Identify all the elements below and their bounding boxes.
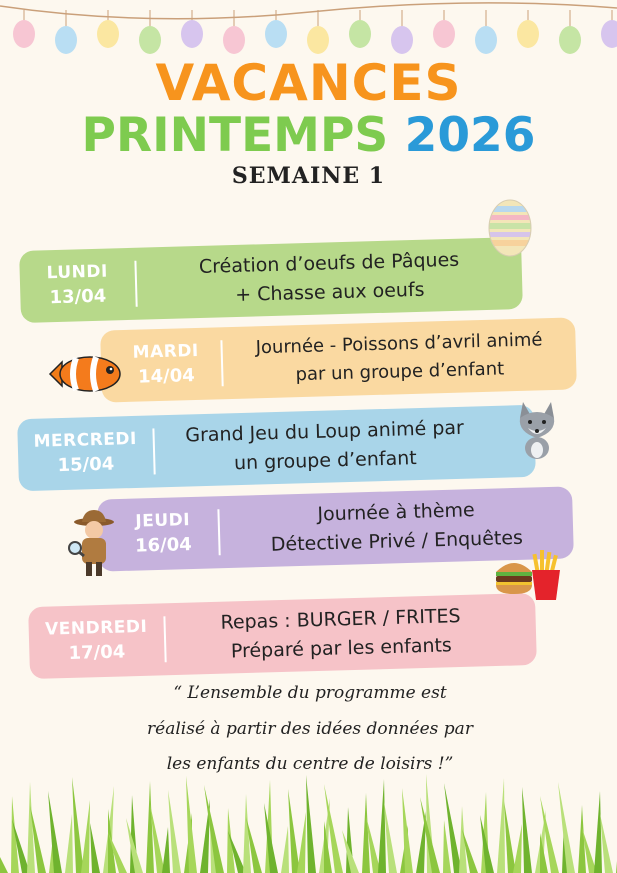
activity-line-1: Repas : BURGER / FRITES [220, 604, 461, 634]
grass-blade [72, 777, 84, 873]
garland-egg [475, 26, 497, 54]
garland-egg [139, 26, 161, 54]
garland-egg [433, 20, 455, 48]
garland-egg [391, 26, 413, 54]
grass-blade [378, 779, 386, 873]
day-name: JEUDI [135, 509, 191, 532]
grass-blade [288, 789, 300, 873]
day-label [17, 426, 153, 480]
activity-line-1: Journée à thème [317, 498, 475, 526]
day-date: 15/04 [57, 453, 115, 477]
burger-fries-icon [494, 546, 564, 602]
day-label [110, 338, 221, 392]
day-name: MERCREDI [33, 428, 138, 452]
title-year: 2026 [404, 108, 536, 163]
activity-line-2: + Chasse aux oeufs [234, 278, 425, 307]
day-date: 17/04 [68, 641, 126, 665]
garland-egg [307, 26, 329, 54]
grass-blade [281, 826, 289, 873]
day-name: LUNDI [46, 261, 109, 283]
garland-egg [13, 20, 35, 48]
day-card-tuesday [100, 317, 577, 402]
grass-blade [90, 823, 100, 873]
grass-blade [497, 778, 505, 873]
garland-egg [181, 20, 203, 48]
activity-text [222, 325, 576, 391]
grass-blade [522, 787, 532, 873]
day-label [28, 614, 164, 668]
title-printemps-2026 [0, 108, 617, 163]
grass-blade [0, 833, 8, 873]
garland-egg [265, 20, 287, 48]
activity-line-1: Journée - Poissons d’avril animé [255, 329, 543, 359]
garland-egg [601, 20, 617, 48]
day-date: 13/04 [49, 285, 107, 309]
grass-blade [81, 800, 90, 873]
quote-line-1: “ L’ensemble du programme est [173, 683, 447, 703]
activity-text [136, 244, 522, 314]
grass-blade [126, 818, 143, 873]
grass-blade [297, 812, 306, 873]
garland-egg [559, 26, 581, 54]
grass-blade [594, 791, 602, 873]
day-name: VENDREDI [44, 616, 148, 640]
garland-egg [517, 20, 539, 48]
activity-line-2: un groupe d’enfant [233, 447, 417, 475]
activity-line-2: par un groupe d’enfant [295, 358, 505, 386]
quote-line-3: les enfants du centre de loisirs !” [166, 754, 454, 775]
grass-blade [65, 814, 73, 873]
subtitle-week: SEMAINE 1 [231, 163, 386, 189]
grass-blade [600, 814, 613, 873]
day-name: MARDI [132, 340, 200, 363]
detective-icon [66, 508, 122, 580]
garland-egg [55, 26, 77, 54]
grass-decoration [0, 763, 617, 873]
grass-blade [384, 802, 397, 873]
day-date: 16/04 [134, 534, 193, 557]
grass-blade [162, 827, 170, 873]
garland-egg [97, 20, 119, 48]
clownfish-icon [46, 350, 126, 398]
garland-egg [223, 26, 245, 54]
day-card-monday [19, 237, 523, 323]
grass-blade [504, 801, 516, 873]
title-vacances: VACANCES [155, 54, 462, 112]
quote-line-2: réalisé à partir des idées données par [147, 718, 473, 739]
title-printemps: PRINTEMPS [81, 108, 389, 163]
activity-line-2: Détective Privé / Enquêtes [270, 526, 524, 556]
activity-text [165, 599, 536, 668]
day-label [19, 258, 135, 312]
activity-line-1: Grand Jeu du Loup animé par [185, 416, 465, 447]
grass-blade [306, 775, 316, 873]
activity-text [154, 411, 535, 480]
day-date: 14/04 [137, 365, 196, 388]
activity-line-2: Préparé par les enfants [230, 634, 453, 663]
activity-line-1: Création d’oeufs de Pâques [198, 248, 460, 278]
grass-blade [168, 790, 181, 873]
day-card-wednesday [17, 405, 536, 491]
wolf-icon [514, 398, 560, 460]
grass-blade [48, 791, 62, 873]
grass-blade [513, 824, 522, 873]
day-card-friday [28, 593, 537, 679]
grass-blade [558, 782, 575, 873]
easter-egg-icon [486, 196, 534, 258]
garland-egg [349, 20, 371, 48]
day-label [107, 507, 218, 561]
